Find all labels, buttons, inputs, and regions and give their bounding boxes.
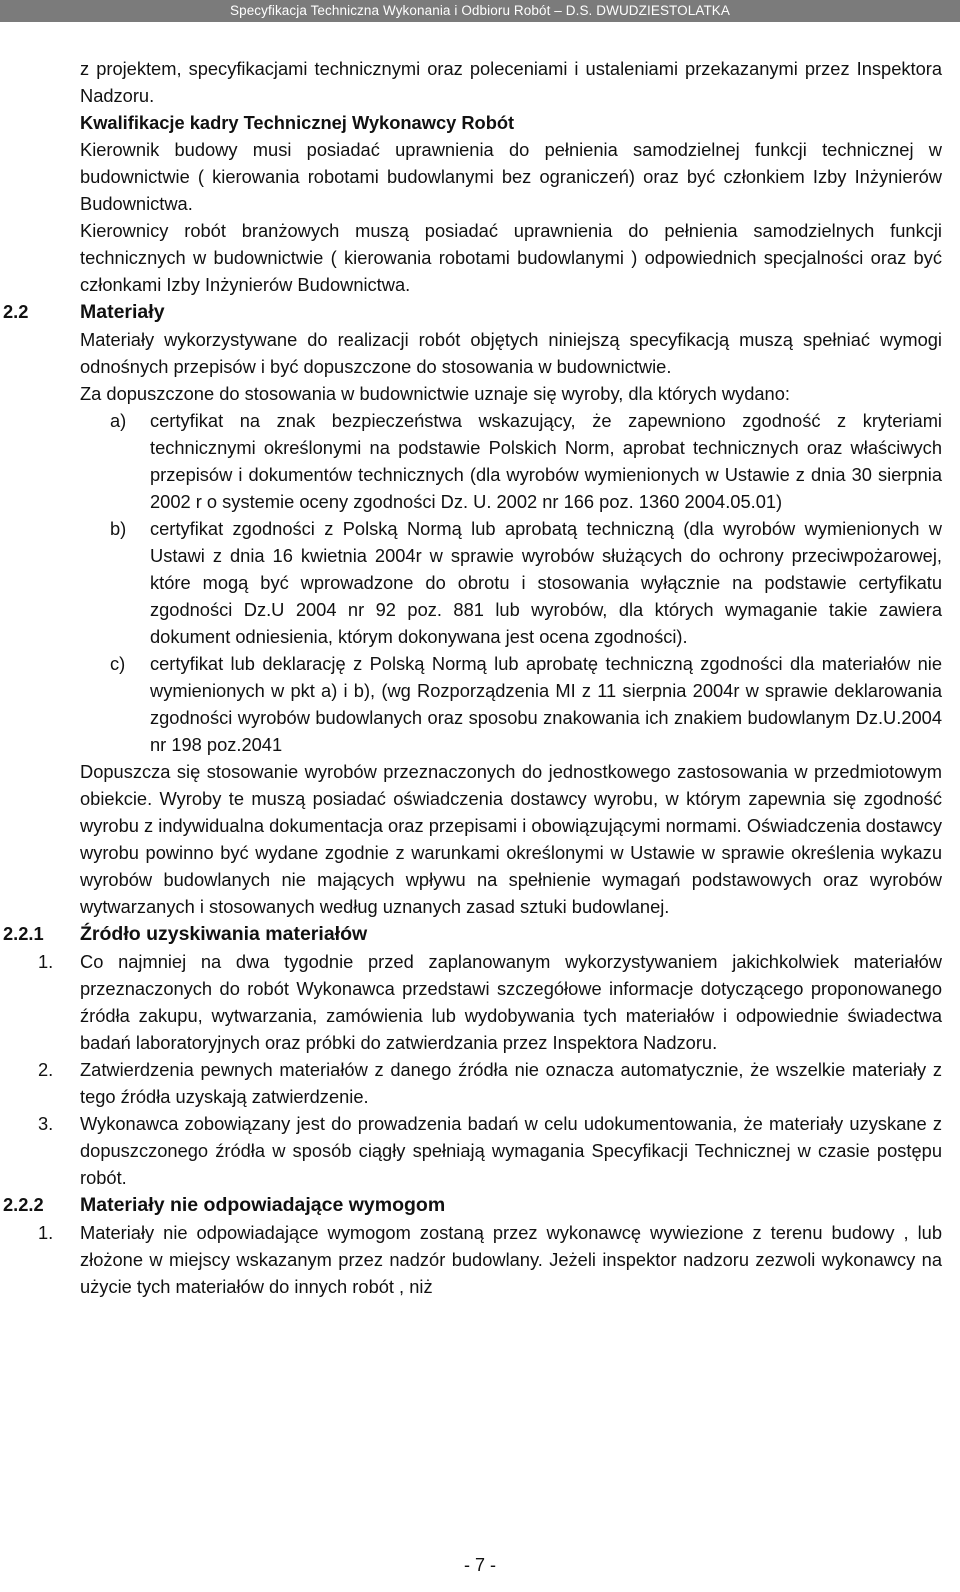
list-text: Wykonawca zobowiązany jest do prowadzenia badań w celu udokumentowania, że materiały uzyskane z dopuszczonego źródła w sposób ciągły spełniają wymagania Specyfikacji Technicznej w czasie postępu robót. (80, 1113, 942, 1188)
list-item (38, 1110, 942, 1191)
intro-paragraph: z projektem, specyfikacjami technicznymi oraz poleceniami i ustaleniami przekazanymi przez Inspektora Nadzoru. (80, 58, 942, 106)
list-item (38, 948, 942, 1056)
list-marker: 3. (38, 1113, 54, 1134)
section-title: Materiały nie odpowiadające wymogom (80, 1194, 446, 1216)
kadra-paragraph-1: Kierownik budowy musi posiadać uprawnienia do pełnienia samodzielnej funkcji technicznej w budownictwie ( kierowania robotami budowlanymi bez ograniczeń) oraz być członkiem Izby Inżynierów Budownictwa. (80, 139, 942, 214)
intro-block (80, 55, 942, 298)
list-marker: 1. (38, 951, 54, 972)
list-marker: c) (110, 653, 126, 674)
document-header: Specyfikacja Techniczna Wykonania i Odbioru Robót – D.S. DWUDZIESTOLATKA (0, 0, 960, 22)
materials-paragraph-3: Dopuszcza się stosowanie wyrobów przeznaczonych do jednostkowego zastosowania w przedmiotowym obiekcie. Wyroby te muszą posiadać oświadczenia dostawcy wyrobu, w którym zapewnia się zgodność wyrobu z indywidualna dokumentacja oraz przepisami i obowiązującymi normami. Oświadczenia dostawcy wyrobu powinno być wydane zgodnie z warunkami określonymi w Ustawie w sprawie określenia wykazu wyrobów budowlanych nie mających wpływu na spełnienie wymagań podstawowych oraz wyrobów wytwarzanych i stosowanych według uznanych zasad sztuki budowlanej. (80, 761, 942, 917)
section-number: 2.2.1 (3, 923, 44, 944)
list-text: Zatwierdzenia pewnych materiałów z danego źródła nie oznacza automatycznie, że wszelkie materiały z tego źródła uzyskają zatwierdzenie. (80, 1059, 942, 1107)
list-marker: 1. (38, 1222, 54, 1243)
section-title: Materiały (80, 301, 165, 323)
list-item (110, 407, 942, 515)
list-marker: a) (110, 410, 127, 431)
list-text: certyfikat zgodności z Polską Normą lub aprobatą techniczną (dla wyrobów wymienionych w Ustawi z dnia 16 kwietnia 2004r w sprawie wyrobów służących do ochrony przeciwpożarowej, które mogą być wprowadzone do obrotu i stosowania wyłącznie na podstawie certyfikatu zgodności Dz.U 2004 nr 92 poz. 881 lub wyrobów, dla których wymaganie takie zawiera dokument odniesienia, którym dokonywana jest ocena zgodności). (150, 518, 942, 647)
list-marker: 2. (38, 1059, 54, 1080)
list-text: Co najmniej na dwa tygodnie przed zaplanowanym wykorzystywaniem jakichkolwiek materiałów przeznaczonych do robót Wykonawca przedstawi szczegółowe informacje dotyczącego proponowanego źródła zakupu, wytwarzania, zamówienia lub wydobywania tych materiałów i odpowiednie świadectwa badań laboratoryjnych oraz próbki do zatwierdzania przez Inspektora Nadzoru. (80, 951, 942, 1053)
section-2-2-closing (80, 758, 942, 920)
materials-paragraph-2: Za dopuszczone do stosowania w budownictwie uznaje się wyroby, dla których wydano: (80, 383, 790, 404)
section-2-2-body (80, 326, 942, 407)
list-item (38, 1219, 942, 1300)
list-marker: b) (110, 518, 127, 539)
section-number: 2.2 (3, 301, 29, 322)
list-text: certyfikat na znak bezpieczeństwa wskazujący, że zapewniono zgodność z kryteriami technicznymi określonymi na podstawie Polskich Norm, aprobat technicznych oraz właściwych przepisów i dokumentów technicznych (dla wyrobów wymienionych w Ustawie z dnia 30 sierpnia 2002 r o systemie oceny zgodności Dz. U. 2002 nr 166 poz. 1360 2004.05.01) (150, 410, 942, 512)
list-item (110, 650, 942, 758)
list-text: Materiały nie odpowiadające wymogom zostaną przez wykonawcę wywiezione z terenu budowy , lub złożone w miejscy wskazanym przez nadzór budowlany. Jeżeli inspektor nadzoru zezwoli wykonawcy na użycie tych materiałów do innych robót , niż (80, 1222, 942, 1297)
page-number: - 7 - (463, 1555, 496, 1575)
list-item (110, 515, 942, 650)
list-item (38, 1056, 942, 1110)
list-text: certyfikat lub deklarację z Polską Normą lub aprobatę techniczną zgodności dla materiałów nie wymienionych w pkt a) i b), (wg Rozporządzenia MI z 11 sierpnia 2004r w sprawie deklarowania zgodności wyrobów budowlanych oraz sposobu znakowania ich znakiem budowlanym Dz.U.2004 nr 198 poz.2041 (150, 653, 942, 755)
document-body (0, 55, 960, 1300)
section-number: 2.2.2 (3, 1194, 44, 1215)
section-title: Źródło uzyskiwania materiałów (80, 923, 368, 945)
section-2-2-1-heading (0, 920, 960, 948)
kadra-paragraph-2: Kierownicy robót branżowych muszą posiadać uprawnienia do pełnienia samodzielnych funkcji technicznych w budownictwie ( kierowania robotami budowlanymi ) odpowiednich specjalności oraz być członkami Izby Inżynierów Budownictwa. (80, 220, 942, 295)
kadra-heading: Kwalifikacje kadry Technicznej Wykonawcy Robót (80, 112, 515, 133)
section-2-2-2-heading (0, 1191, 960, 1219)
section-2-2-heading (0, 298, 960, 326)
materials-paragraph-1: Materiały wykorzystywane do realizacji robót objętych niniejszą specyfikacją muszą spełniać wymogi odnośnych przepisów i być dopuszczone do stosowania w budownictwie. (80, 329, 942, 377)
